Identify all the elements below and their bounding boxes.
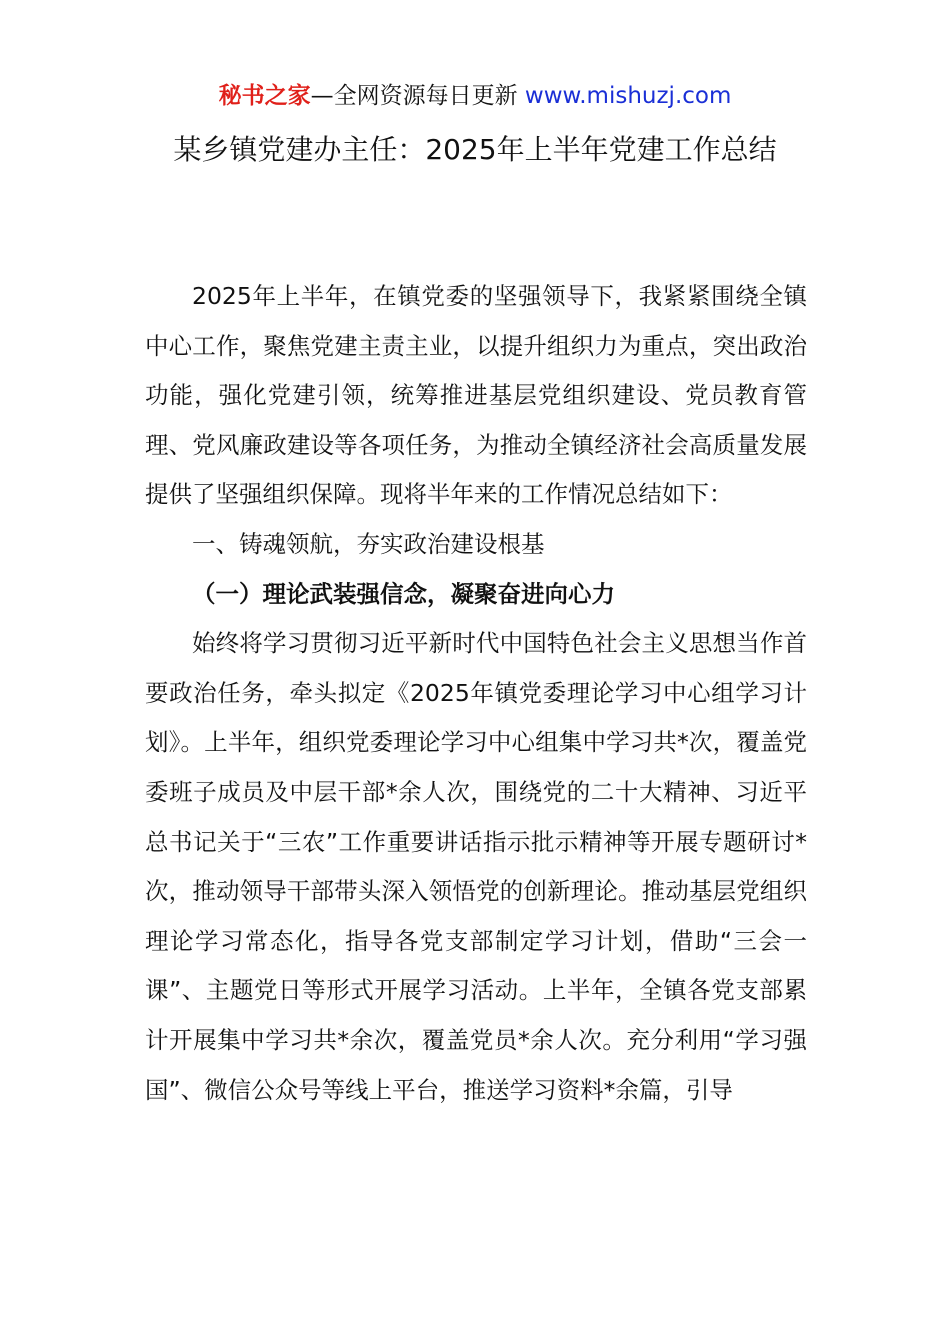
site-header <box>0 80 950 112</box>
site-brand: 秘书之家 <box>218 83 311 109</box>
document-title: 某乡镇党建办主任：2025年上半年党建工作总结 <box>173 133 777 166</box>
site-url-link[interactable]: www.mishuzj.com <box>524 83 732 109</box>
body-paragraph: 始终将学习贯彻习近平新时代中国特色社会主义思想当作首要政治任务，牵头拟定《2025年镇党委理论学习中心组学习计划》。上半年，组织党委理论学习中心组集中学习共*次，覆盖党委班子成员及中层干部*余人次，围绕党的二十大精神、习近平总书记关于“三农”工作重要讲话指示批示精神等开展专题研讨*次，推动领导干部带头深入领悟党的创新理论。推动基层党组织理论学习常态化，指导各党支部制定学习计划，借助“三会一课”、主题党日等形式开展学习活动。上半年，全镇各党支部累计开展集中学习共*余次，覆盖党员*余人次。充分利用“学习强国”、微信公众号等线上平台，推送学习资料*余篇，引导 <box>145 629 807 1104</box>
subsection-heading: （一）理论武装强信念，凝聚奋进向心力 <box>192 579 615 608</box>
site-tagline: —全网资源每日更新 <box>310 83 525 109</box>
intro-paragraph: 2025年上半年，在镇党委的坚强领导下，我紧紧围绕全镇中心工作，聚焦党建主责主业，以提升组织力为重点，突出政治功能，强化党建引领，统筹推进基层党组织建设、党员教育管理、党风廉政建设等各项任务，为推动全镇经济社会高质量发展提供了坚强组织保障。现将半年来的工作情况总结如下： <box>145 282 807 509</box>
section-heading: 一、铸魂领航，夯实政治建设根基 <box>192 529 545 558</box>
document-body <box>145 272 807 1115</box>
